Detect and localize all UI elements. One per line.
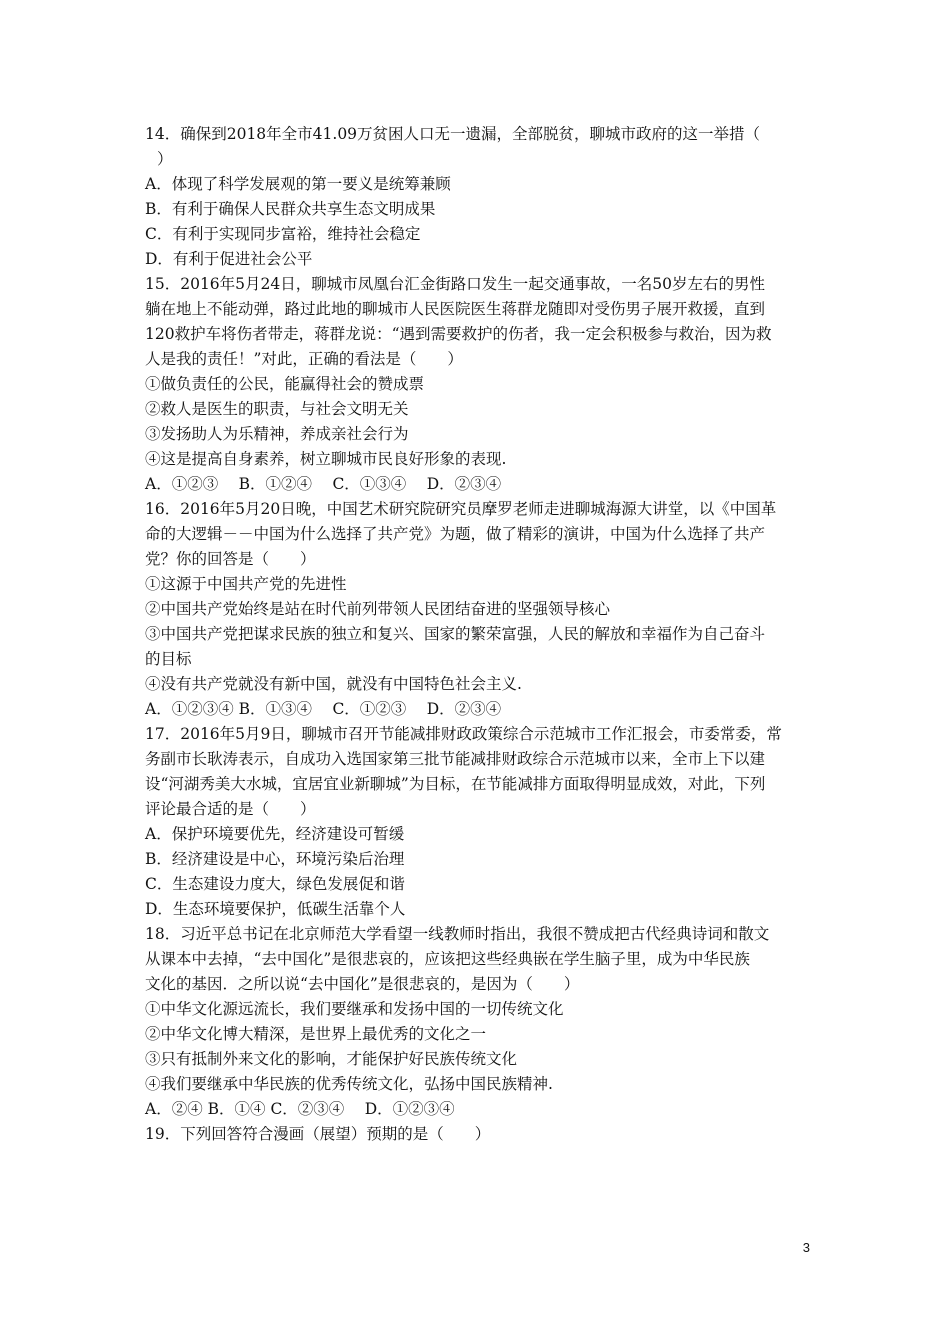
question-stem: 120救护车将伤者带走，蒋群龙说：“遇到需要救护的伤者，我一定会积极参与救治，因为救 (145, 325, 772, 343)
statement-item: ④没有共产党就没有新中国，就没有中国特色社会主义. (145, 675, 522, 693)
question-stem: 17．2016年5月9日，聊城市召开节能减排财政政策综合示范城市工作汇报会，市委常委，常 (145, 725, 782, 743)
question-stem: 务副市长耿涛表示，自成功入选国家第三批节能减排财政综合示范城市以来，全市上下以建 (145, 750, 766, 768)
statement-item: ①这源于中国共产党的先进性 (145, 575, 347, 593)
question-17 (145, 722, 810, 922)
statement-item: 的目标 (145, 650, 192, 668)
option-d: D．有利于促进社会公平 (145, 250, 313, 268)
question-stem: 从课本中去掉，“去中国化”是很悲哀的，应该把这些经典嵌在学生脑子里，成为中华民族 (145, 950, 750, 968)
answer-choices: A．①②③ B．①②④ C．①③④ D．②③④ (145, 475, 502, 493)
question-stem: 19．下列回答符合漫画（展望）预期的是（ ） (145, 1125, 491, 1143)
question-stem: 16．2016年5月20日晚，中国艺术研究院研究员摩罗老师走进聊城海源大讲堂，以《中国革 (145, 500, 777, 518)
answer-choices: A．②④ B．①④ C．②③④ D．①②③④ (145, 1100, 455, 1118)
option-b: B．经济建设是中心，环境污染后治理 (145, 850, 405, 868)
statement-item: ③只有抵制外来文化的影响，才能保护好民族传统文化 (145, 1050, 518, 1068)
question-stem: 党？你的回答是（ ） (145, 550, 316, 568)
statement-item: ②中华文化博大精深，是世界上最优秀的文化之一 (145, 1025, 487, 1043)
option-b: B．有利于确保人民群众共享生态文明成果 (145, 200, 436, 218)
question-stem: 15．2016年5月24日，聊城市凤凰台汇金街路口发生一起交通事故，一名50岁左右的男性 (145, 275, 765, 293)
question-stem: 躺在地上不能动弹，路过此地的聊城市人民医院医生蒋群龙随即对受伤男子展开救援，直到 (145, 300, 766, 318)
question-stem: 人是我的责任！”对此，正确的看法是（ ） (145, 350, 463, 368)
question-stem: 18．习近平总书记在北京师范大学看望一线教师时指出，我很不赞成把古代经典诗词和散文 (145, 925, 770, 943)
statement-item: ②救人是医生的职责，与社会文明无关 (145, 400, 409, 418)
statement-item: ④这是提高自身素养，树立聊城市民良好形象的表现. (145, 450, 507, 468)
option-c: C．生态建设力度大，绿色发展促和谐 (145, 875, 405, 893)
question-stem: 命的大逻辑－－中国为什么选择了共产党》为题，做了精彩的演讲，中国为什么选择了共产 (145, 525, 766, 543)
option-c: C．有利于实现同步富裕，维持社会稳定 (145, 225, 421, 243)
statement-item: ①做负责任的公民，能赢得社会的赞成票 (145, 375, 425, 393)
page-number: 3 (802, 1240, 810, 1255)
question-content (145, 122, 810, 1147)
question-stem: 14．确保到2018年全市41.09万贫困人口无一遗漏，全部脱贫，聊城市政府的这一举措（ (145, 125, 761, 143)
question-stem: 评论最合适的是（ ） (145, 800, 316, 818)
question-16 (145, 497, 810, 722)
statement-item: ③中国共产党把谋求民族的独立和复兴、国家的繁荣富强，人民的解放和幸福作为自己奋斗 (145, 625, 766, 643)
statement-item: ④我们要继承中华民族的优秀传统文化，弘扬中国民族精神. (145, 1075, 553, 1093)
statement-item: ②中国共产党始终是站在时代前列带领人民团结奋进的坚强领导核心 (145, 600, 611, 618)
option-a: A．保护环境要优先，经济建设可暂缓 (145, 825, 405, 843)
option-a: A．体现了科学发展观的第一要义是统筹兼顾 (145, 175, 451, 193)
statement-item: ③发扬助人为乐精神，养成亲社会行为 (145, 425, 409, 443)
question-19 (145, 1122, 810, 1147)
statement-item: ①中华文化源远流长，我们要继承和发扬中国的一切传统文化 (145, 1000, 564, 1018)
question-15 (145, 272, 810, 497)
option-d: D．生态环境要保护，低碳生活靠个人 (145, 900, 406, 918)
question-stem: ） (157, 150, 173, 168)
question-14 (145, 122, 810, 272)
question-stem: 文化的基因．之所以说“去中国化”是很悲哀的，是因为（ ） (145, 975, 580, 993)
answer-choices: A．①②③④ B．①③④ C．①②③ D．②③④ (145, 700, 502, 718)
question-stem: 设“河湖秀美大水城，宜居宜业新聊城”为目标，在节能减排方面取得明显成效，对此，下列 (145, 775, 766, 793)
question-18 (145, 922, 810, 1122)
